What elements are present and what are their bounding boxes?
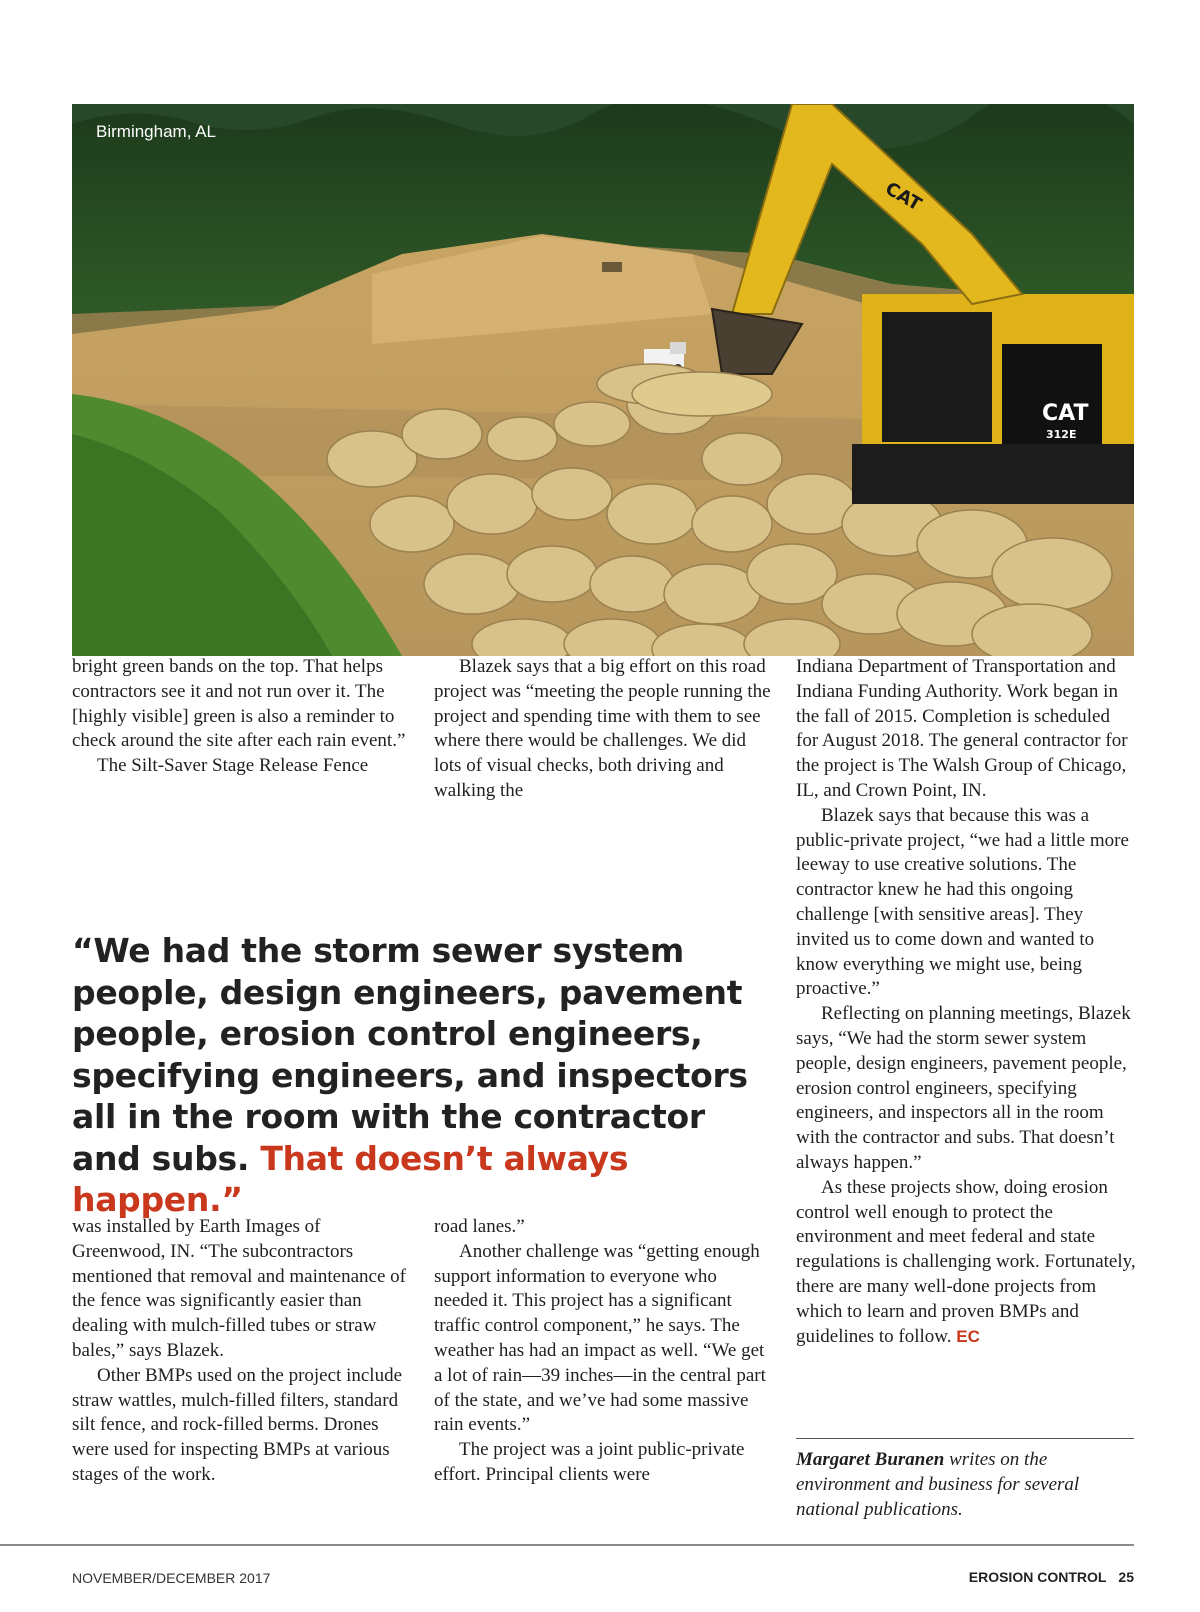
paragraph: Reflecting on planning meetings, Blazek says, “We had the storm sewer system people, design engineers, pavement people, erosion control engineers, specifying engineers, and inspectors all in the room with the contractor and subs. That doesn’t always happen.” [796, 1003, 1131, 1173]
cab-model-text: 312E [1046, 428, 1077, 441]
paragraph: Other BMPs used on the project include straw wattles, mulch-filled filters, standard silt fence, and rock-filled berms. Drones were used for inspecting BMPs at various stages of the work. [72, 1364, 403, 1485]
column-2-bottom [434, 1215, 774, 1488]
paragraph: The Silt-Saver Stage Release Fence [97, 755, 369, 777]
arm-brand-text: CAT [881, 178, 925, 216]
footer-issue-date: NOVEMBER/DECEMBER 2017 [72, 1570, 271, 1586]
footer-divider [0, 1544, 1134, 1546]
cab-brand-text: CAT [1042, 401, 1089, 426]
paragraph: The project was a joint public-private effort. Principal clients were [434, 1439, 745, 1485]
bio-divider [796, 1438, 1134, 1439]
paragraph: bright green bands on the top. That helps contractors see it and not run over it. The [highly visible] green is also a reminder to check around the site after each rain event.” [72, 656, 406, 752]
paragraph: road lanes.” [434, 1216, 525, 1237]
article-photo [72, 104, 1134, 656]
author-description: writes on the environment and business for several national publications. [796, 1449, 1080, 1520]
closing-paragraph [796, 1176, 1136, 1350]
paragraph: Another challenge was “getting enough support information to everyone who needed it. This project has a significant traffic control component,” he says. The weather has had an impact as well. “We get a lot of rain—39 inches—in the central part of the state, and we’ve had some massive rain events.” [434, 1240, 766, 1436]
column-2-top [434, 655, 774, 804]
page-number: 25 [1118, 1569, 1134, 1585]
paragraph: was installed by Earth Images of Greenwood, IN. “The subcontractors mentioned that removal and maintenance of the fence was significantly easier than dealing with mulch-filled tubes or straw bales,” says Blazek. [72, 1216, 406, 1361]
photo-location-caption: Birmingham, AL [96, 122, 216, 141]
column-3 [796, 655, 1136, 1349]
column-1-bottom [72, 1215, 412, 1488]
author-name: Margaret Buranen [796, 1449, 945, 1470]
column-1-top [72, 655, 412, 779]
footer-magazine [969, 1569, 1134, 1585]
excavator-site-illustration [72, 104, 1134, 656]
closing-text: As these projects show, doing erosion control well enough to protect the environment and meet federal and state regulations is challenging work. Fortunately, there are many well-done projects from which to learn and proven BMPs and guidelines to follow. [796, 1176, 1136, 1347]
pull-quote-accent: That doesn’t always happen.” [72, 1138, 629, 1219]
author-bio [796, 1448, 1136, 1522]
paragraph: Indiana Department of Transportation and Indiana Funding Authority. Work began in the fall of 2015. Completion is scheduled for August 2018. The general contractor for the project is The Walsh Group of Chicago, IL, and Crown Point, IN. [796, 656, 1128, 801]
magazine-title: EROSION CONTROL [968, 1569, 1107, 1585]
paragraph: Blazek says that because this was a public-private project, “we had a little more leeway to use creative solutions. The contractor knew he had this ongoing challenge [with sensitive areas]. They invited us to come down and wanted to know everything we might use, being proactive.” [796, 804, 1129, 1000]
pull-quote [72, 930, 752, 1221]
end-mark: EC [956, 1326, 980, 1346]
paragraph: Blazek says that a big effort on this road project was “meeting the people running the project and spending time with them to see where there would be challenges. We did lots of visual checks, both driving and walking the [434, 656, 771, 801]
pull-quote-main: “We had the storm sewer system people, design engineers, pavement people, erosion control engineers, specifying engineers, and inspectors all in the room with the contractor and subs. [72, 931, 748, 1178]
